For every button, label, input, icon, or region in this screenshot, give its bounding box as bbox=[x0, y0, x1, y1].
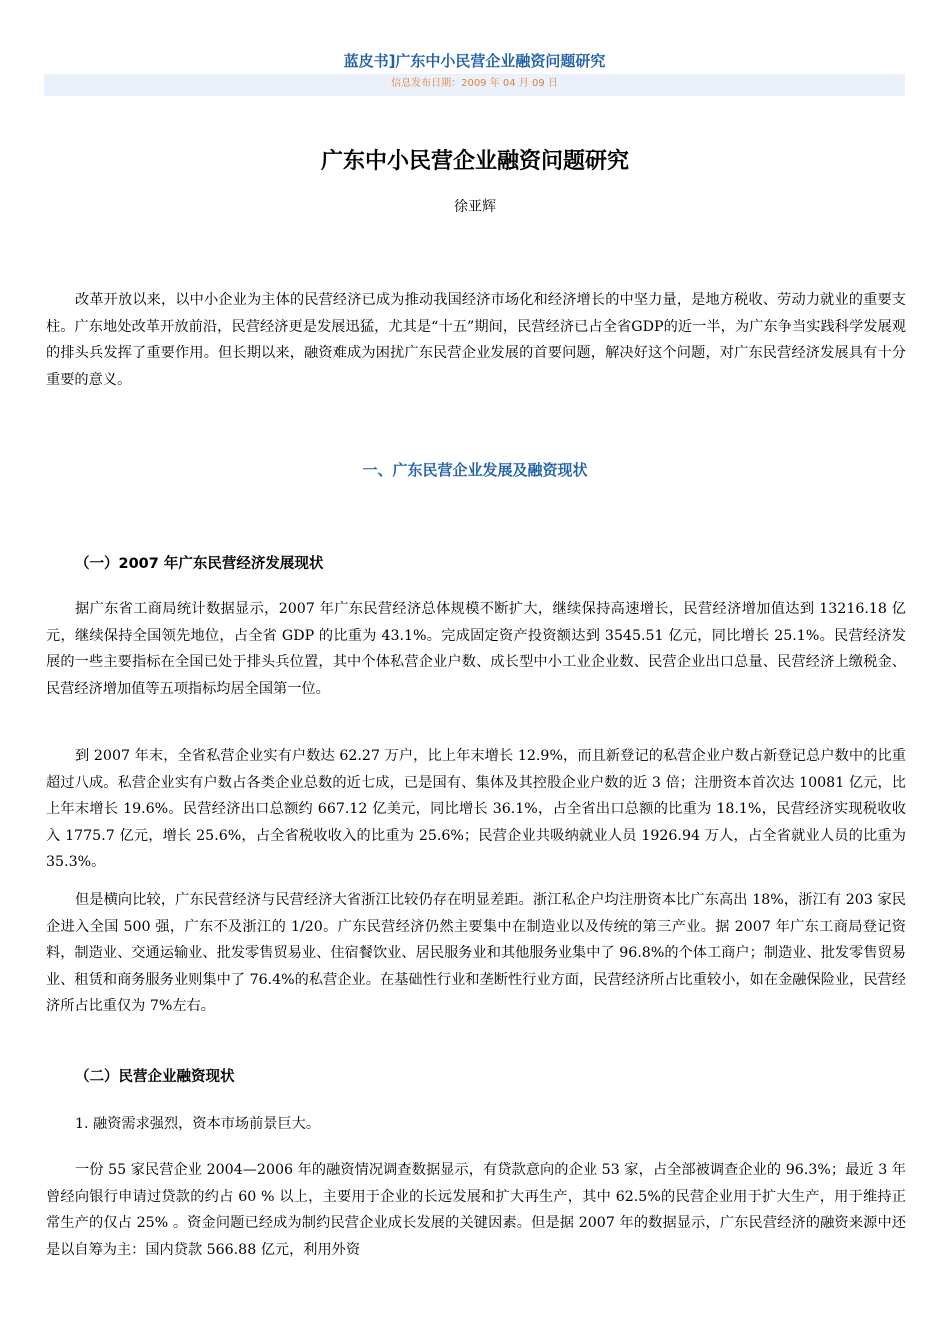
body-paragraph: 据广东省工商局统计数据显示，2007 年广东民营经济总体规模不断扩大，继续保持高速增长，民营经济增加值达到 13216.18 亿元，继续保持全国领先地位，占全省 GDP 的比重为 43.1%。完成固定资产投资额达到 3545.51 亿元，同比增长 25.1%。民营经济发展的一些主要指标在全国已处于排头兵位置，其中个体私营企业户数、成长型中小工业企业数、民营企业出口总量、民营经济上缴税金、民营经济增加值等五项指标均居全国第一位。 bbox=[46, 601, 906, 697]
subsection-heading: （一）2007 年广东民营经济发展现状 bbox=[75, 556, 324, 572]
page-header bbox=[44, 48, 905, 96]
publish-date: 信息发布日期：2009 年 04 月 09 日 bbox=[44, 74, 905, 96]
intro-paragraph: 改革开放以来，以中小企业为主体的民营经济已成为推动我国经济市场化和经济增长的中坚力量，是地方税收、劳动力就业的重要支柱。广东地处改革开放前沿，民营经济更是发展迅猛，尤其是“十五”期间，民营经济已占全省GDP的近一半，为广东争当实践科学发展观的排头兵发挥了重要作用。但长期以来，融资难成为困扰广东民营企业发展的首要问题，解决好这个问题，对广东民营经济发展具有十分重要的意义。 bbox=[46, 292, 906, 388]
header-title[interactable]: 蓝皮书]广东中小民营企业融资问题研究 bbox=[343, 52, 606, 70]
list-item: 1. 融资需求强烈，资本市场前景巨大。 bbox=[75, 1116, 321, 1132]
body-paragraph: 一份 55 家民营企业 2004—2006 年的融资情况调查数据显示，有贷款意向的企业 53 家，占全部被调查企业的 96.3%；最近 3 年曾经向银行申请过贷款的约占 60 % 以上，主要用于企业的长远发展和扩大再生产，其中 62.5%的民营企业用于扩大生产，用于维持正常生产的仅占 25% 。资金问题已经成为制约民营企业成长发展的关键因素。但是据 2007 年的数据显示，广东民营经济的融资来源中还是以自筹为主：国内贷款 566.88 亿元，利用外资 bbox=[46, 1162, 906, 1258]
body-paragraph: 但是横向比较，广东民营经济与民营经济大省浙江比较仍存在明显差距。浙江私企户均注册资本比广东高出 18%，浙江有 203 家民企进入全国 500 强，广东不及浙江的 1/20。广东民营经济仍然主要集中在制造业以及传统的第三产业。据 2007 年广东工商局登记资料，制造业、交通运输业、批发零售贸易业、住宿餐饮业、居民服务业和其他服务业集中了 96.8%的个体工商户；制造业、批发零售贸易业、租赁和商务服务业则集中了 76.4%的私营企业。在基础性行业和垄断性行业方面，民营经济所占比重较小，如在金融保险业，民营经济所占比重仅为 7%左右。 bbox=[46, 892, 906, 1014]
article-title: 广东中小民营企业融资问题研究 bbox=[320, 148, 629, 174]
section-heading: 一、广东民营企业发展及融资现状 bbox=[362, 461, 588, 479]
article-author: 徐亚辉 bbox=[454, 199, 496, 215]
body-paragraph: 到 2007 年末，全省私营企业实有户数达 62.27 万户，比上年末增长 12.9%，而且新登记的私营企业户数占新登记总户数中的比重超过八成。私营企业实有户数占各类企业总数的近七成，已是国有、集体及其控股企业户数的近 3 倍；注册资本首次达 10081 亿元，比上年末增长 19.6%。民营经济出口总额约 667.12 亿美元，同比增长 36.1%，占全省出口总额的比重为 18.1%，民营经济实现税收收入 1775.7 亿元，增长 25.6%，占全省税收收入的比重为 25.6%；民营企业共吸纳就业人员 1926.94 万人，占全省就业人员的比重为 35.3%。 bbox=[46, 748, 906, 870]
subsection-heading: （二）民营企业融资现状 bbox=[75, 1069, 235, 1085]
